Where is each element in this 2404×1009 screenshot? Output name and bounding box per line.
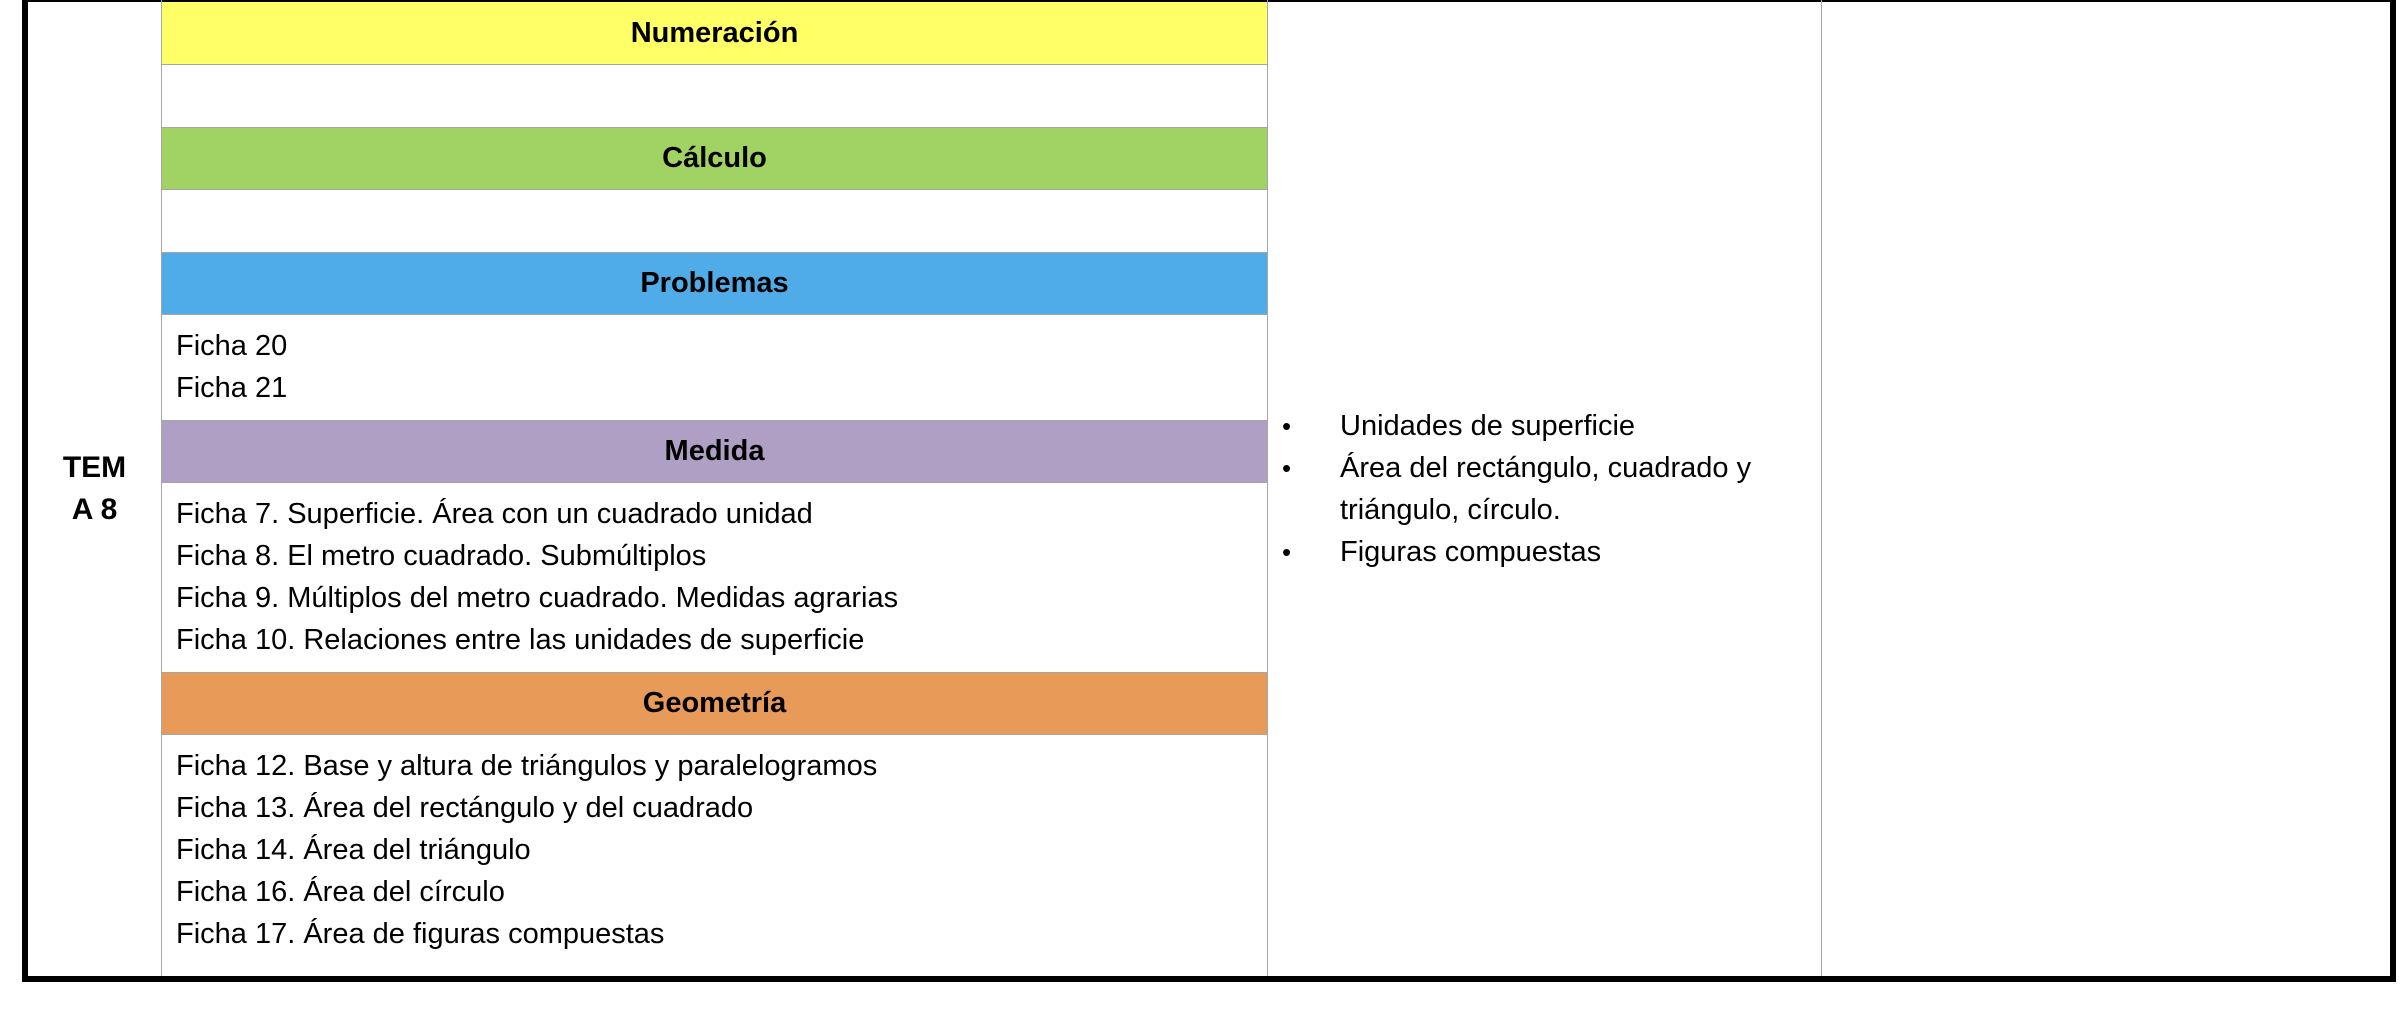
list-item: Ficha 10. Relaciones entre las unidades de superficie [176,624,865,656]
section-title: Medida [664,435,765,467]
list-item: Ficha 8. El metro cuadrado. Submúltiplos [176,540,707,572]
list-item: Ficha 17. Área de figuras compuestas [176,918,665,950]
contents-list [1268,405,1821,573]
geometria-list [162,745,1267,955]
section-title: Problemas [640,267,789,299]
section-header-numeracion [162,2,1267,65]
list-item: Ficha 14. Área del triángulo [176,834,531,866]
list-item: Ficha 9. Múltiplos del metro cuadrado. Medidas agrarias [176,582,899,614]
contents-text: Unidades de superficie [1340,410,1636,442]
empty-row [162,65,1267,127]
contents-item [1268,531,1821,573]
section-header-medida [162,420,1267,483]
contents-item [1268,405,1821,447]
activities-column [162,2,1267,976]
tema-label: TEMA 8 [62,451,127,526]
section-title: Numeración [630,16,799,49]
curriculum-table [22,0,2396,982]
empty-row [162,190,1267,252]
bullet-icon: • [1282,537,1292,567]
contents-item [1268,447,1821,531]
section-title: Geometría [642,687,787,719]
bullet-icon: • [1282,453,1292,483]
problemas-list [162,325,1267,409]
list-item: Ficha 13. Área del rectángulo y del cuadrado [176,792,754,824]
empty-cell [1822,2,2390,976]
list-item: Ficha 12. Base y altura de triángulos y paralelogramos [176,750,878,782]
contents-text: Figuras compuestas [1340,536,1602,568]
list-item: Ficha 16. Área del círculo [176,876,505,908]
section-title: Cálculo [662,142,767,174]
list-item: Ficha 20 [176,330,288,362]
list-item: Ficha 7. Superficie. Área con un cuadrado unidad [176,498,813,530]
section-header-problemas [162,252,1267,315]
contents-cell [1268,2,1821,976]
bullet-icon: • [1282,411,1292,441]
contents-text: Área del rectángulo, cuadrado y triángulo, círculo. [1340,452,1752,526]
section-header-geometria [162,672,1267,735]
medida-list [162,493,1267,661]
tema-cell [28,2,161,976]
list-item: Ficha 21 [176,372,288,404]
section-header-calculo [162,127,1267,190]
